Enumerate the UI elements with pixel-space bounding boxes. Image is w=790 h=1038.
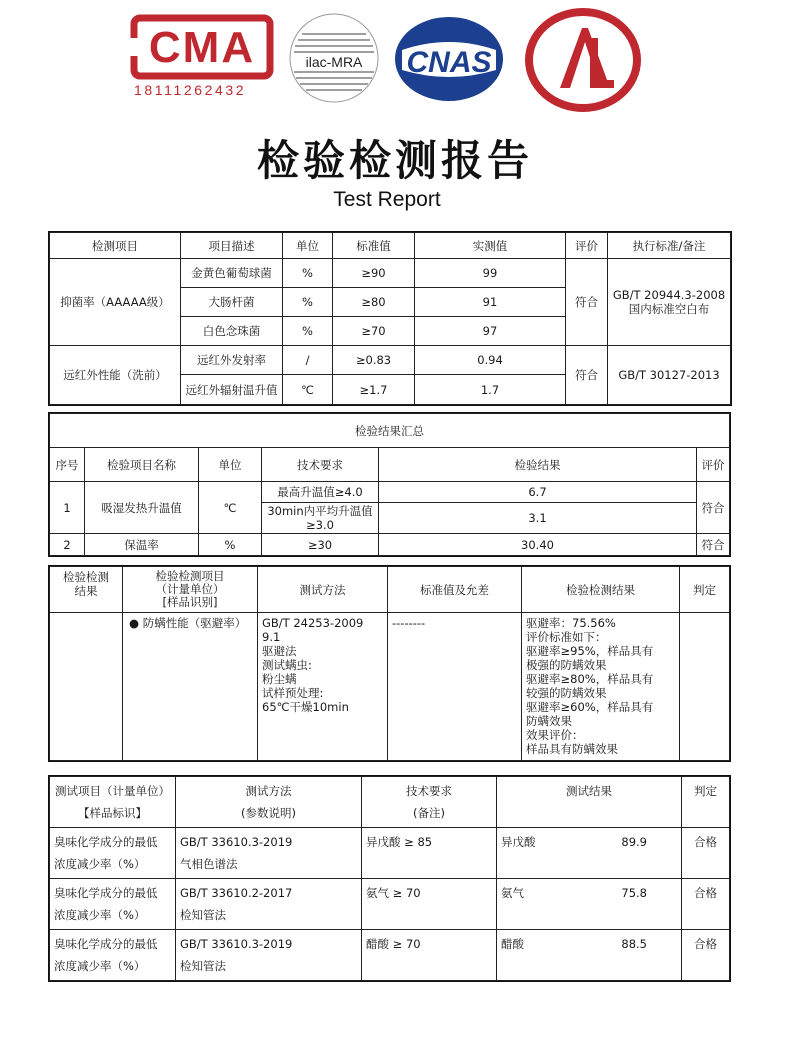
row-number: 2 <box>50 534 85 556</box>
item-name: 保温率 <box>85 534 199 556</box>
header-cell: 单位 <box>283 233 333 259</box>
item-line: 浓度减少率（%） <box>54 908 146 922</box>
header-cell: 检测项目 <box>50 233 181 259</box>
result: 30.40 <box>379 534 697 556</box>
header-cell <box>176 777 362 828</box>
header-cell: 序号 <box>50 448 85 482</box>
summary-table <box>49 413 730 556</box>
requirement: 30min内平均升温值≥3.0 <box>262 503 379 534</box>
item-desc: 金黄色葡萄球菌 <box>181 259 283 288</box>
verdict: 合格 <box>682 879 730 930</box>
unit: ℃ <box>283 375 333 405</box>
unit: % <box>283 259 333 288</box>
method-line: 检知管法 <box>180 908 226 922</box>
table-row <box>50 534 730 556</box>
test-item <box>50 879 176 930</box>
header-cell: 评价 <box>697 448 730 482</box>
requirement: ≥30 <box>262 534 379 556</box>
row-number: 1 <box>50 482 85 534</box>
test-result: 驱避率：75.56% 评价标准如下： 驱避率≥95%，样品具有 极强的防螨效果 驱避率≥80%，样品具有 较强的防螨效果 驱避率≥60%，样品具有 防螨效果 效果评价： 样品具有防螨效果 <box>522 613 680 761</box>
requirement: 醋酸 ≥ 70 <box>362 930 497 981</box>
table-header-row <box>50 567 730 613</box>
test-method <box>176 930 362 981</box>
measured-value: 99 <box>415 259 566 288</box>
standard-code: GB/T 20944.3-2008 <box>612 288 726 302</box>
cal-logo <box>524 8 642 112</box>
header-cell: 实测值 <box>415 233 566 259</box>
standard-note <box>608 259 731 346</box>
test-item <box>50 828 176 879</box>
verdict <box>680 613 730 761</box>
cnas-logo <box>392 14 506 104</box>
standard-value: ≥70 <box>333 317 415 346</box>
header-cell: 标准值 <box>333 233 415 259</box>
requirement: 异戊酸 ≥ 85 <box>362 828 497 879</box>
measured-value: 0.94 <box>415 346 566 375</box>
item-line: 臭味化学成分的最低 <box>54 886 158 900</box>
result-value: 75.8 <box>621 886 647 900</box>
ilac-mra-logo <box>288 12 380 104</box>
evaluation: 符合 <box>697 482 730 534</box>
test-result <box>497 879 682 930</box>
test-result <box>497 828 682 879</box>
item-line: 浓度减少率（%） <box>54 857 146 871</box>
standard-value: ≥0.83 <box>333 346 415 375</box>
standard-value: ≥1.7 <box>333 375 415 405</box>
table-header-row <box>50 448 730 482</box>
tolerance: -------- <box>388 613 522 761</box>
header-line: 测试方法 <box>245 784 292 798</box>
cma-logo <box>130 12 274 82</box>
svg-text:ilac-MRA: ilac-MRA <box>305 54 363 70</box>
report-subtitle: Test Report <box>333 188 441 211</box>
item-line: 浓度减少率（%） <box>54 959 146 973</box>
test-method <box>176 828 362 879</box>
mite-test-table <box>49 566 730 761</box>
result-name: 异戊酸 <box>501 835 536 849</box>
header-cell: 单位 <box>199 448 262 482</box>
item-desc: 远红外发射率 <box>181 346 283 375</box>
header-cell: 测试方法 <box>258 567 388 613</box>
header-cell: 判定 <box>682 777 730 828</box>
header-cell: 标准值及允差 <box>388 567 522 613</box>
report-title: 检验检测报告 <box>256 136 533 185</box>
header-cell: 检验检测项目 （计量单位） [样品识别] <box>123 567 258 613</box>
requirement: 最高升温值≥4.0 <box>262 482 379 503</box>
table-header-row <box>50 233 731 259</box>
table-caption-row <box>50 414 730 448</box>
header-line: (参数说明) <box>241 806 296 820</box>
test-item <box>50 930 176 981</box>
unit: % <box>283 288 333 317</box>
evaluation: 符合 <box>566 259 608 346</box>
measured-value: 1.7 <box>415 375 566 405</box>
certification-logos <box>0 0 790 120</box>
standard-value: ≥90 <box>333 259 415 288</box>
result-value: 89.9 <box>621 835 647 849</box>
standard-remark: 国内标准空白布 <box>628 302 710 316</box>
header-cell: 检验检测结果 <box>522 567 680 613</box>
standard-note: GB/T 30127-2013 <box>608 346 731 405</box>
item-desc: 大肠杆菌 <box>181 288 283 317</box>
verdict: 合格 <box>682 930 730 981</box>
method-line: 检知管法 <box>180 959 226 973</box>
standard-value: ≥80 <box>333 288 415 317</box>
evaluation: 符合 <box>697 534 730 556</box>
header-cell: 执行标准/备注 <box>608 233 731 259</box>
header-cell: 测试结果 <box>497 777 682 828</box>
method-line: GB/T 33610.2-2017 <box>180 886 293 900</box>
test-method: GB/T 24253-2009 9.1 驱避法 测试螨虫: 粉尘螨 试样预处理: 65℃干燥10min <box>258 613 388 761</box>
header-line: 测试项目（计量单位） <box>55 784 170 798</box>
header-cell: 检验检测 结果 <box>50 567 123 613</box>
measured-value: 91 <box>415 288 566 317</box>
svg-text:CNAS: CNAS <box>406 46 492 79</box>
method-line: GB/T 33610.3-2019 <box>180 937 293 951</box>
result-name: 醋酸 <box>501 937 524 951</box>
odor-test-table <box>49 776 730 981</box>
header-line: (备注) <box>413 806 445 820</box>
test-item: ● 防螨性能（驱避率） <box>123 613 258 761</box>
header-cell: 检验结果 <box>379 448 697 482</box>
table-header-row <box>50 777 730 828</box>
test-item: 抑菌率（AAAAA级） <box>50 259 181 346</box>
evaluation: 符合 <box>566 346 608 405</box>
test-item: 远红外性能（洗前） <box>50 346 181 405</box>
header-cell: 判定 <box>680 567 730 613</box>
test-result <box>497 930 682 981</box>
table-row <box>50 828 730 879</box>
result-value: 88.5 <box>621 937 647 951</box>
unit: ℃ <box>199 482 262 534</box>
item-line: 臭味化学成分的最低 <box>54 835 158 849</box>
header-line: 【样品标识】 <box>78 806 147 820</box>
table-row <box>50 930 730 981</box>
table-row <box>50 259 731 288</box>
method-line: 气相色谱法 <box>180 857 238 871</box>
header-cell <box>362 777 497 828</box>
unit: % <box>199 534 262 556</box>
test-method <box>176 879 362 930</box>
verdict: 合格 <box>682 828 730 879</box>
result-name: 氨气 <box>501 886 524 900</box>
header-cell: 评价 <box>566 233 608 259</box>
svg-text:CMA: CMA <box>148 23 256 72</box>
table-row <box>50 879 730 930</box>
empty-cell <box>50 613 123 761</box>
method-line: GB/T 33610.3-2019 <box>180 835 293 849</box>
item-desc: 白色念珠菌 <box>181 317 283 346</box>
table-row <box>50 482 730 503</box>
table-row <box>50 613 730 761</box>
unit: / <box>283 346 333 375</box>
item-name: 吸湿发热升温值 <box>85 482 199 534</box>
header-line: 技术要求 <box>406 784 452 798</box>
item-desc: 远红外辐射温升值 <box>181 375 283 405</box>
header-cell <box>50 777 176 828</box>
summary-caption: 检验结果汇总 <box>50 414 730 448</box>
unit: % <box>283 317 333 346</box>
cma-number: 18111262432 <box>134 82 247 98</box>
header-cell: 检验项目名称 <box>85 448 199 482</box>
requirement: 氨气 ≥ 70 <box>362 879 497 930</box>
header-cell: 技术要求 <box>262 448 379 482</box>
test-results-table <box>49 232 731 405</box>
measured-value: 97 <box>415 317 566 346</box>
item-line: 臭味化学成分的最低 <box>54 937 158 951</box>
header-cell: 项目描述 <box>181 233 283 259</box>
result: 3.1 <box>379 503 697 534</box>
result: 6.7 <box>379 482 697 503</box>
table-row <box>50 346 731 375</box>
